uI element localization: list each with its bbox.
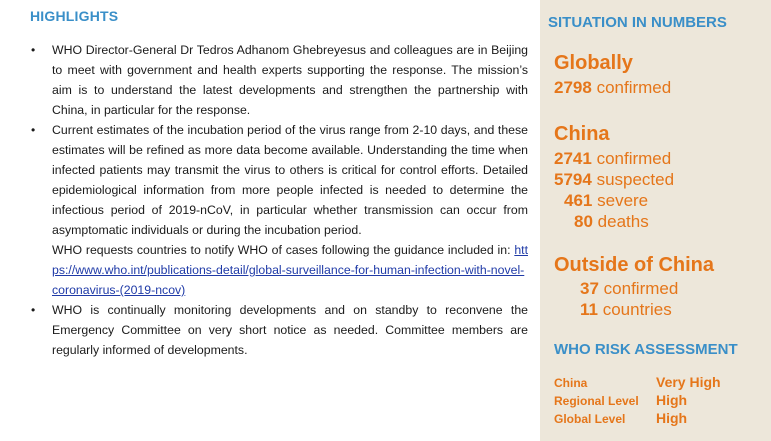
stat-label: deaths: [597, 212, 649, 231]
risk-row-china: [554, 374, 764, 392]
bullet-subparagraph: [52, 240, 528, 300]
bullet-text: WHO is continually monitoring developments and on standby to reconvene the Emergency Committee on very short notice as needed. Committee members are regularly informed of developments.: [52, 303, 528, 357]
guidance-text: WHO requests countries to notify WHO of cases following the guidance included in:: [52, 243, 511, 257]
bullet-icon: •: [31, 123, 36, 137]
risk-assessment-title: WHO RISK ASSESSMENT: [554, 341, 738, 358]
highlights-list: [0, 40, 540, 360]
highlights-heading: HIGHLIGHTS: [30, 8, 119, 24]
stat-value: 2741: [554, 149, 592, 168]
stat-label: countries: [602, 300, 672, 319]
globally-heading: Globally: [554, 52, 633, 74]
stat-label: severe: [597, 191, 649, 210]
list-item: [0, 40, 540, 120]
china-confirmed: [554, 148, 671, 170]
stat-value: 5794: [554, 170, 592, 189]
stat-value: 2798: [554, 78, 592, 97]
china-heading: China: [554, 123, 610, 145]
guidance-link[interactable]: https://www.who.int/publications-detail/global-surveillance-for-human-infection-with-novel-coronavirus-(2019-ncov): [52, 243, 528, 297]
stat-value: 80: [574, 212, 593, 231]
stat-label: confirmed: [596, 78, 672, 97]
outside-confirmed: [580, 278, 678, 300]
risk-row-global: [554, 410, 764, 428]
china-suspected: [554, 169, 674, 191]
stat-label: confirmed: [596, 149, 672, 168]
china-deaths: [574, 211, 649, 233]
outside-china-heading: Outside of China: [554, 254, 714, 276]
bullet-text: WHO Director-General Dr Tedros Adhanom Ghebreyesus and colleagues are in Beijing to meet with government and health experts supporting the response. The mission’s aim is to understand the latest developments and strengthen the partnership with China, in particular for the response.: [52, 43, 528, 117]
outside-countries: [580, 299, 672, 321]
stat-value: 11: [580, 300, 598, 319]
bullet-text: Current estimates of the incubation period of the virus range from 2-10 days, and these estimates will be refined as more data become available. Understanding the time when infected patients may transmit the virus to others is critical for control efforts. Detailed epidemiological information from more people infected is needed to determine the infectious period of 2019-nCoV, in particular whether transmission can occur from asymptomatic individuals or during the incubation period.: [52, 123, 528, 237]
risk-label: Global Level: [554, 412, 626, 426]
list-item: [0, 300, 540, 360]
bullet-icon: •: [31, 303, 36, 317]
risk-value: High: [656, 392, 688, 408]
globally-confirmed: [554, 77, 671, 99]
stat-label: confirmed: [603, 279, 679, 298]
risk-value: Very High: [656, 374, 721, 390]
stat-value: 461: [564, 191, 593, 210]
situation-title: SITUATION IN NUMBERS: [548, 14, 727, 31]
risk-label: Regional Level: [554, 394, 639, 408]
stat-label: suspected: [596, 170, 675, 189]
china-severe: [564, 190, 648, 212]
situation-panel: [540, 0, 771, 441]
risk-value: High: [656, 410, 688, 426]
stat-value: 37: [580, 279, 599, 298]
list-item: [0, 120, 540, 300]
risk-row-regional: [554, 392, 764, 410]
bullet-icon: •: [31, 43, 36, 57]
risk-label: China: [554, 376, 588, 390]
